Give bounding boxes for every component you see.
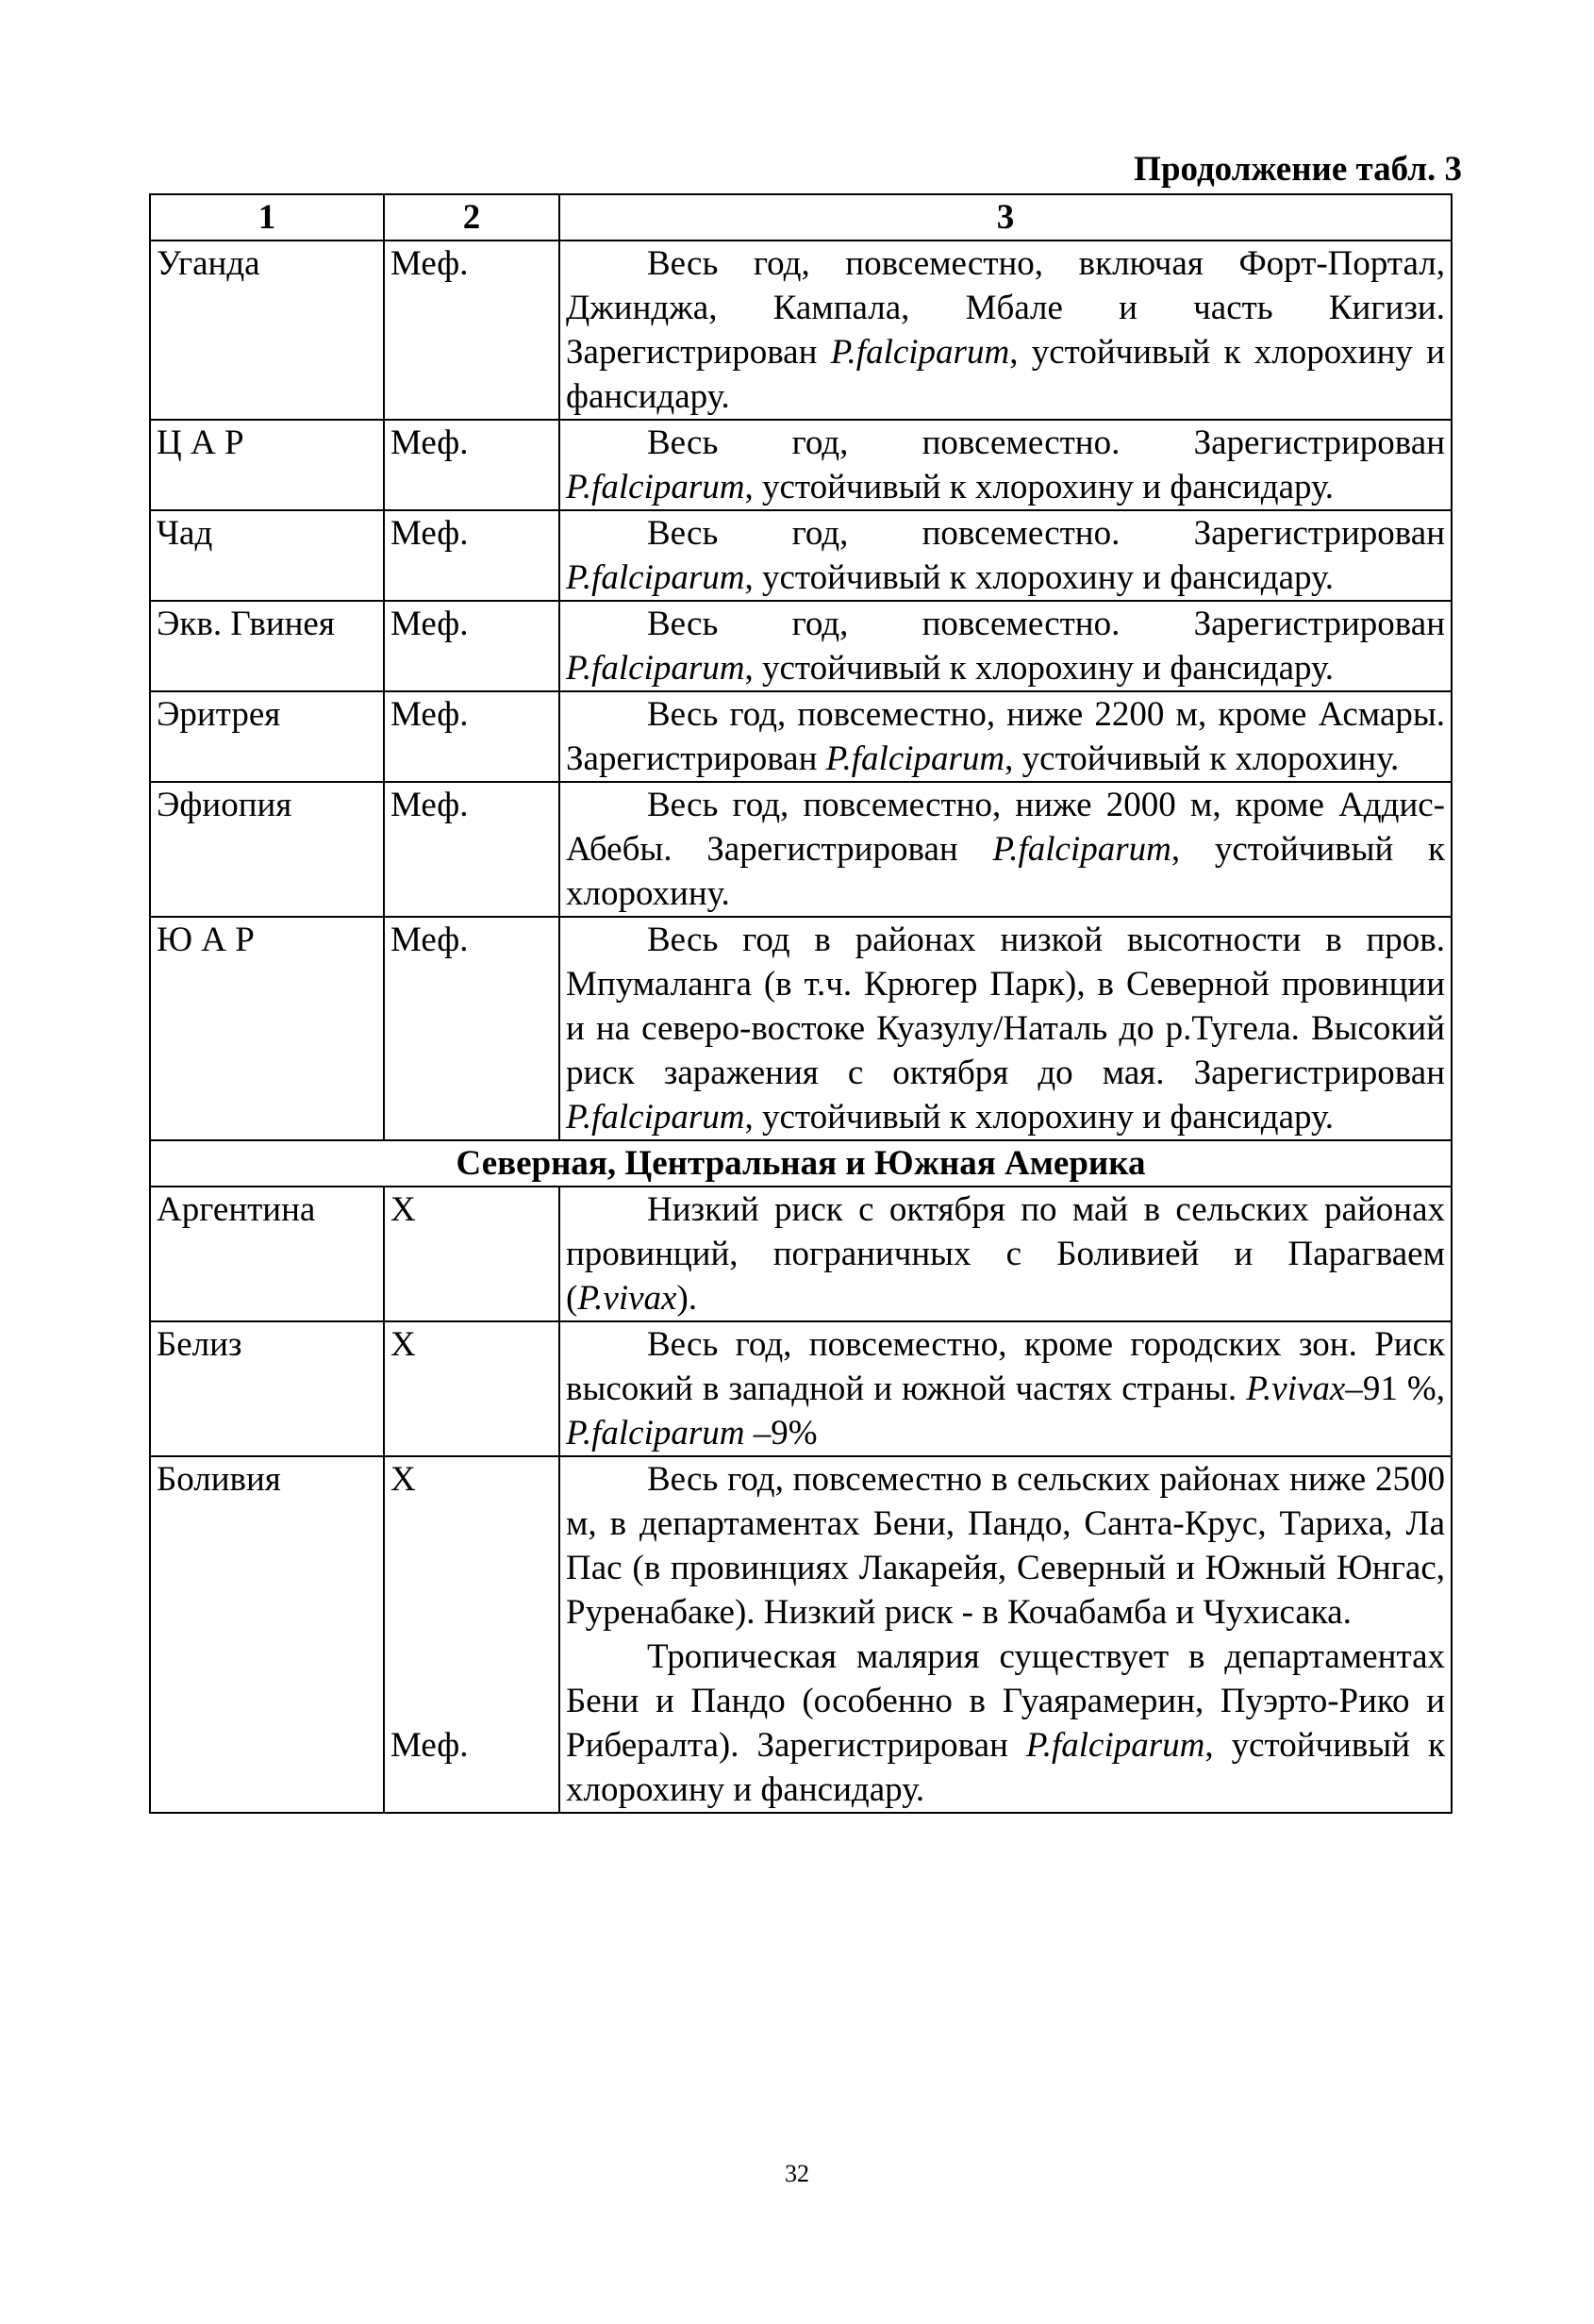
table-row [150, 1187, 1452, 1321]
type-cell: Меф. [384, 420, 559, 510]
table-row [150, 782, 1452, 917]
description-paragraph: Весь год, повсеместно в сельских районах ниже 2500 м, в департаментах Бени, Пандо, Санта-Крус, Тариха, Ла Пас (в провинциях Лакарейя, Северный и Южный Юнгас, Руренабаке). Низкий риск - в Кочабамба и Чухисака. [566, 1460, 1445, 1632]
table-row [150, 241, 1452, 420]
header-row [150, 194, 1452, 241]
description-paragraph: Весь год, повсеместно, кроме городских зон. Риск высокий в западной и южной частях страны. P.vivax–91 %, P.falciparum –9% [566, 1325, 1446, 1452]
description-paragraph: Весь год, повсеместно, ниже 2000 м, кроме Аддис-Абебы. Зарегистрирован P.falciparum, устойчивый к хлорохину. [566, 786, 1445, 913]
country-cell: Эритрея [150, 691, 384, 782]
header-col-3: 3 [559, 194, 1452, 241]
description-paragraph: Весь год, повсеместно. Зарегистрирован P.falciparum, устойчивый к хлорохину и фансидару. [566, 423, 1445, 506]
description-cell [559, 601, 1452, 691]
type-cell [384, 1456, 559, 1813]
type-cell: Х [384, 1321, 559, 1456]
type-cell: Меф. [384, 241, 559, 420]
table-row [150, 691, 1452, 782]
description-cell [559, 510, 1452, 601]
type-cell: Меф. [384, 601, 559, 691]
country-cell: Ю А Р [150, 917, 384, 1140]
page-number: 32 [785, 2160, 809, 2187]
description-paragraph: Низкий риск с октября по май в сельских районах провинций, пограничных с Боливией и Парагваем (P.vivax). [566, 1190, 1445, 1318]
description-cell [559, 782, 1452, 917]
country-cell: Чад [150, 510, 384, 601]
type-value: Меф. [390, 1726, 469, 1765]
country-cell: Ц А Р [150, 420, 384, 510]
country-cell: Уганда [150, 241, 384, 420]
country-cell: Аргентина [150, 1187, 384, 1321]
type-cell: Меф. [384, 917, 559, 1140]
table-row [150, 420, 1452, 510]
table-row-bolivia [150, 1456, 1452, 1813]
region-row [150, 1140, 1452, 1187]
type-cell: Меф. [384, 691, 559, 782]
description-paragraph: Весь год, повсеместно. Зарегистрирован P.falciparum, устойчивый к хлорохину и фансидару. [566, 605, 1445, 688]
country-cell: Эфиопия [150, 782, 384, 917]
type-cell: Меф. [384, 782, 559, 917]
region-title: Северная, Центральная и Южная Америка [150, 1140, 1452, 1187]
country-cell: Экв. Гвинея [150, 601, 384, 691]
header-col-1: 1 [150, 194, 384, 241]
table-caption: Продолжение табл. 3 [1134, 150, 1462, 189]
type-cell: Х [384, 1187, 559, 1321]
description-paragraph: Весь год, повсеместно. Зарегистрирован P.falciparum, устойчивый к хлорохину и фансидару. [566, 514, 1445, 597]
description-paragraph: Весь год, повсеместно, включая Форт-Портал, Джинджа, Кампала, Мбале и часть Кигизи. Зарегистрирован P.falciparum, устойчивый к хлорохину и фансидару. [566, 244, 1445, 416]
description-cell [559, 1321, 1452, 1456]
description-cell [559, 241, 1452, 420]
table-row [150, 510, 1452, 601]
type-cell: Меф. [384, 510, 559, 601]
table-row [150, 1321, 1452, 1456]
description-paragraph: Весь год, повсеместно, ниже 2200 м, кроме Асмары. Зарегистрирован P.falciparum, устойчивый к хлорохину. [566, 695, 1445, 778]
description-cell [559, 691, 1452, 782]
description-paragraph: Весь год в районах низкой высотности в пров. Мпумаланга (в т.ч. Крюгер Парк), в Северной провинции и на северо-востоке Куазулу/Наталь до р.Тугела. Высокий риск заражения с октября до мая. Зарегистрирован P.falciparum, устойчивый к хлорохину и фансидару. [566, 921, 1445, 1137]
description-cell [559, 1187, 1452, 1321]
type-value: Х [390, 1460, 416, 1499]
header-col-2: 2 [384, 194, 559, 241]
table-row [150, 601, 1452, 691]
description-cell [559, 1456, 1452, 1813]
table-row [150, 917, 1452, 1140]
malaria-table [149, 193, 1453, 1814]
description-cell [559, 917, 1452, 1140]
description-paragraph: Тропическая малярия существует в департаментах Бени и Пандо (особенно в Гуаярамерин, Пуэрто-Рико и Рибералта). Зарегистрирован P.falciparum, устойчивый к хлорохину и фансидару. [566, 1637, 1446, 1809]
country-cell: Белиз [150, 1321, 384, 1456]
country-cell: Боливия [150, 1456, 384, 1813]
description-cell [559, 420, 1452, 510]
